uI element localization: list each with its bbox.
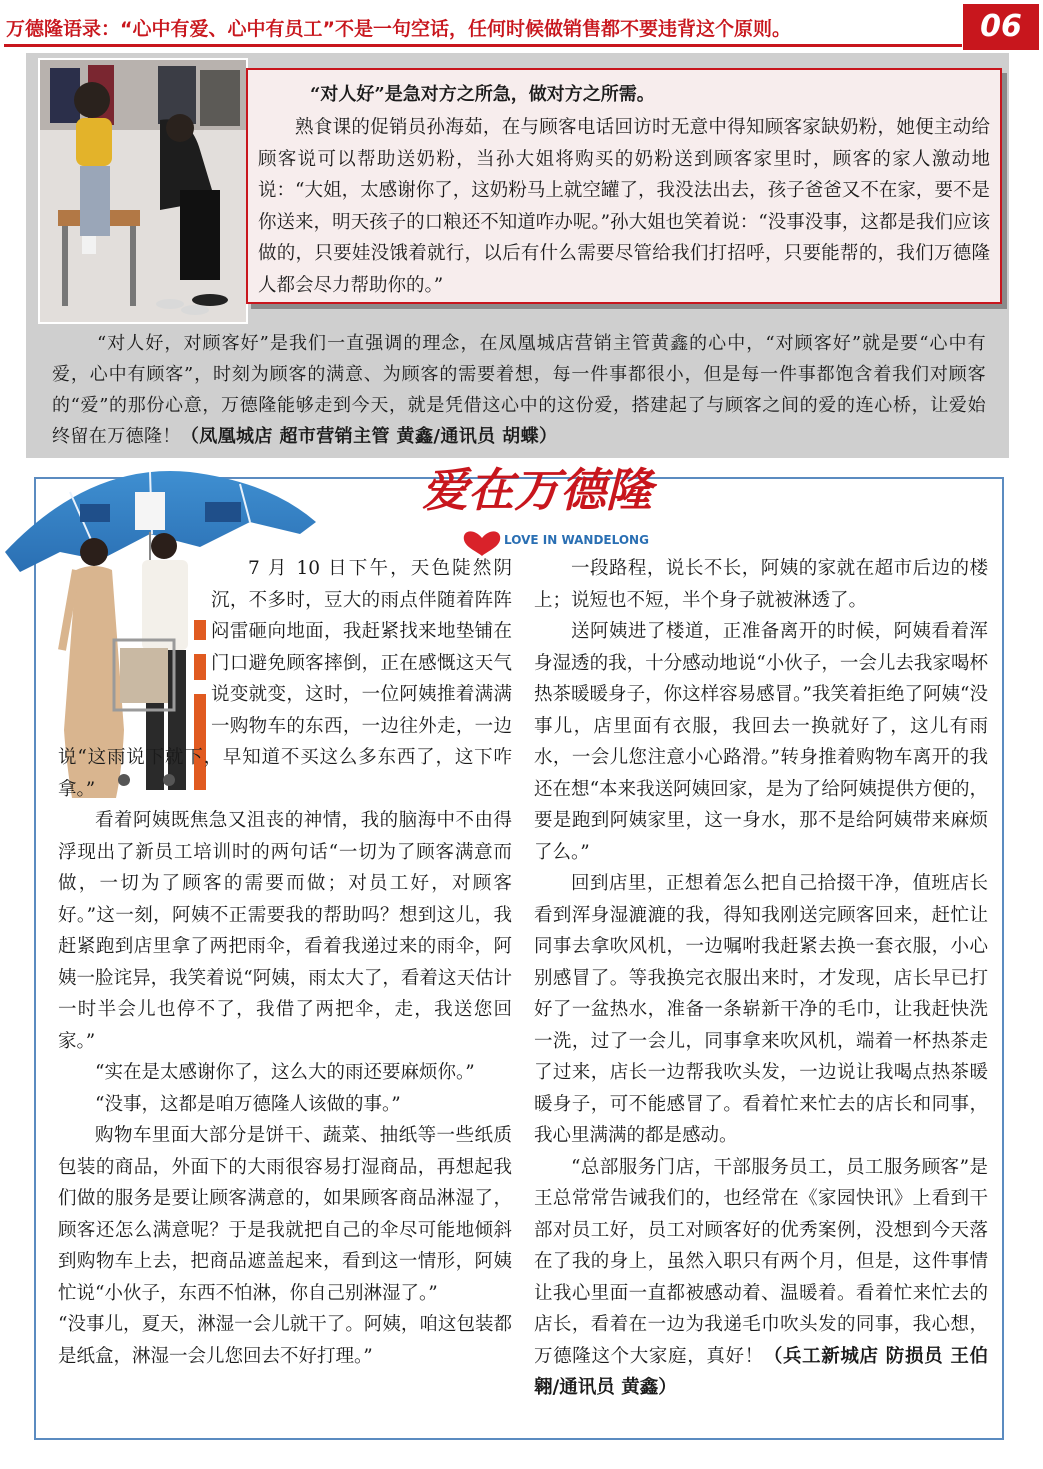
paragraph-final xyxy=(534,1152,988,1404)
column-subtitle-text: LOVE IN WANDELONG xyxy=(504,533,649,547)
summary-signature: （凤凰城店 超市营销主管 黄鑫/通讯员 胡蝶） xyxy=(180,426,558,447)
paragraph: “没事，这都是咱万德隆人该做的事。” xyxy=(95,1093,401,1115)
right-column xyxy=(534,553,988,1404)
paragraph: 一段路程，说长不长，阿姨的家就在超市后边的楼上；说短也不短，半个身子就被淋透了。 xyxy=(534,558,988,611)
paragraph: 购物车里面大部分是饼干、蔬菜、抽纸等一些纸质包装的商品，外面下的大雨很容易打湿商品，再想起我们做的服务是要让顾客满意的，如果顾客商品淋湿了，顾客还怎么满意呢？于是我就把自己的伞尽可能地倾斜到购物车上去，把商品遮盖起来，看到这一情形，阿姨忙说“小伙子，东西不怕淋，你自己别淋湿了。” xyxy=(58,1125,512,1304)
column-title-text: 爱在万德隆 xyxy=(422,463,652,517)
story-summary xyxy=(52,328,986,452)
paragraph: 送阿姨进了楼道，正准备离开的时候，阿姨看着浑身湿透的我，十分感动地说“小伙子，一会儿去我家喝杯热茶暖暖身子，你这样容易感冒。”我笑着拒绝了阿姨“没事儿，店里面有衣服，我回去一换就好了，这儿有雨水，一会儿您注意小心路滑。”转身推着购物车离开的我还在想“本来我送阿姨回家，是为了给阿姨提供方便的，要是跑到阿姨家里，这一身水，那不是给阿姨带来麻烦了么。” xyxy=(534,621,988,863)
umbrella-print: 百姓人的安心之选 xyxy=(230,544,310,555)
paragraph: 7 月 10 日下午，天色陡然阴沉，不多时，豆大的雨点伴随着阵阵闷雷砸向地面，我赶紧找来地垫铺在门口避免顾客摔倒，正在感慨这天气说变就变，这时，一位阿姨推着满满一购物车的东西，一边往外走，一边说“这雨说下就下，早知道不买这么多东西了，这下咋拿。” xyxy=(58,558,512,800)
story-photo-child-shoes xyxy=(38,58,248,324)
header-divider xyxy=(4,44,962,47)
photo-illustration xyxy=(40,60,246,322)
image-wrap-spacer xyxy=(58,553,211,737)
summary-text: “对人好，对顾客好”是我们一直强调的理念，在凤凰城店营销主管黄鑫的心中，“对顾客好”就是要“心中有爱，心中有顾客”，时刻为顾客的满意、为顾客的需要着想，每一件事都很小，但是每一件事都饱含着我们对顾客的“爱”的那份心意，万德隆能够走到今天，就是凭借这心中的这份爱，搭建起了与顾客之间的爱的连心桥，让爱始终留在万德隆！ xyxy=(52,333,986,447)
page-header xyxy=(0,0,1043,54)
paragraph: 回到店里，正想着怎么把自己拾掇干净，值班店长看到浑身湿漉漉的我，得知我刚送完顾客回来，赶忙让同事去拿吹风机，一边嘱咐我赶紧去换一套衣服，小心别感冒了。等我换完衣服出来时，才发现，店长早已打好了一盆热水，准备一条崭新干净的毛巾，让我赶快洗一洗，过了一会儿，同事拿来吹风机，端着一杯热茶走了过来，店长一边帮我吹头发，一边说让我喝点热茶暖暖身子，可不能感冒了。看着忙来忙去的店长和同事，我心里满满的都是感动。 xyxy=(534,873,988,1146)
quote-title: “对人好”是急对方之所急，做对方之所需。 xyxy=(310,84,655,105)
page-number: 06 xyxy=(963,4,1039,50)
header-slogan: 万德隆语录：“心中有爱、心中有员工”不是一句空话，任何时候做销售都不要违背这个原则。 xyxy=(6,18,791,40)
paragraph-text: “总部服务门店，干部服务员工，员工服务顾客”是王总常常告诫我们的，也经常在《家园快讯》上看到干部对员工好，员工对顾客好的优秀案例，没想到今天落在了我的身上，虽然入职只有两个月，但是，这件事情让我心里面一直都被感动着、温暖着。看着忙来忙去的店长，看着在一边为我递毛巾吹头发的同事，我心想，万德隆这个大家庭，真好！ xyxy=(534,1156,988,1367)
quote-text: 熟食课的促销员孙海茹，在与顾客电话回访时无意中得知顾客家缺奶粉，她便主动给顾客说可以帮助送奶粉，当孙大姐将购买的奶粉送到顾客家里时，顾客的家人激动地说：“大姐，太感谢你了，这奶粉马上就空罐了，我没法出去，孩子爸爸又不在家，要不是你送来，明天孩子的口粮还不知道咋办呢。”孙大姐也笑着说：“没事没事，这都是我们应该做的，只要娃没饿着就行，以后有什么需要尽管给我们打招呼，只要能帮的，我们万德隆人都会尽力帮助你的。” xyxy=(258,117,990,296)
paragraph: 看着阿姨既焦急又沮丧的神情，我的脑海中不由得浮现出了新员工培训时的两句话“一切为了顾客满意而做，一切为了顾客的需要而做；对员工好，对顾客好。”这一刻，阿姨不正需要我的帮助吗？想到这儿，我赶紧跑到店里拿了两把雨伞，看着我递过来的雨伞，阿姨一脸诧异，我笑着说“阿姨，雨太大了，看着这天估计一时半会儿也停不了，我借了两把伞，走，我送您回家。” xyxy=(58,810,512,1052)
quote-box xyxy=(246,68,1002,304)
paragraph: “实在是太感谢你了，这么大的雨还要麻烦你。” xyxy=(95,1062,475,1083)
article-signature: （兵工新城店 防损员 王伯翱/通讯员 黄鑫） xyxy=(534,1345,988,1398)
paragraph: “没事儿，夏天，淋湿一会儿就干了。阿姨，咱这包装都是纸盒，淋湿一会儿您回去不好打理。” xyxy=(58,1314,512,1367)
column-title-art xyxy=(412,448,662,558)
left-column xyxy=(58,553,512,1372)
